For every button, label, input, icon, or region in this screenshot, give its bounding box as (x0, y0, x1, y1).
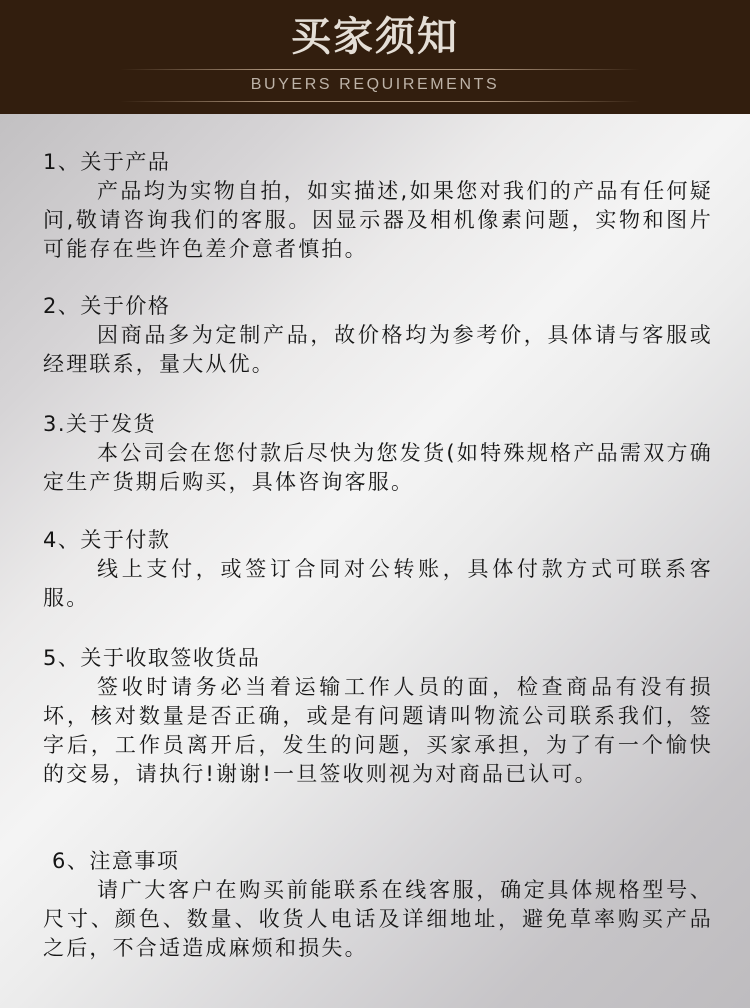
section-receiving (43, 644, 723, 789)
section-title: 5、关于收取签收货品 (43, 646, 261, 670)
section-price (43, 292, 723, 379)
header-banner (0, 0, 750, 114)
notice-content (0, 114, 750, 1008)
section-title: 2、关于价格 (43, 294, 171, 318)
divider-line (120, 69, 640, 70)
section-title: 3.关于发货 (43, 412, 157, 436)
section-body: 本公司会在您付款后尽快为您发货(如特殊规格产品需双方确定生产货期后购买，具体咨询客服。 (43, 441, 713, 494)
section-body: 因商品多为定制产品，故价格均为参考价，具体请与客服或经理联系，量大从优。 (43, 323, 713, 376)
page-subtitle: BUYERS REQUIREMENTS (250, 76, 500, 93)
section-shipping (43, 410, 723, 497)
section-title: 4、关于付款 (43, 528, 171, 552)
page-title: 买家须知 (291, 14, 459, 60)
section-title: 6、注意事项 (52, 849, 180, 873)
section-payment (43, 526, 723, 613)
section-body: 请广大客户在购买前能联系在线客服，确定具体规格型号、尺寸、颜色、数量、收货人电话及详细地址，避免草率购买产品之后，不合适造成麻烦和损失。 (43, 878, 713, 960)
section-title: 1、关于产品 (43, 150, 171, 174)
section-body: 产品均为实物自拍，如实描述,如果您对我们的产品有任何疑问,敬请咨询我们的客服。因显示器及相机像素问题，实物和图片可能存在些许色差介意者慎拍。 (43, 179, 713, 261)
divider-line (120, 101, 640, 102)
section-body: 签收时请务必当着运输工作人员的面，检查商品有没有损坏，核对数量是否正确，或是有问题请叫物流公司联系我们，签字后，工作员离开后，发生的问题，买家承担，为了有一个愉快的交易，请执行!谢谢!一旦签收则视为对商品已认可。 (43, 675, 713, 786)
section-notes (43, 847, 732, 963)
section-body: 线上支付，或签订合同对公转账，具体付款方式可联系客服。 (43, 557, 713, 610)
section-product (43, 148, 723, 264)
